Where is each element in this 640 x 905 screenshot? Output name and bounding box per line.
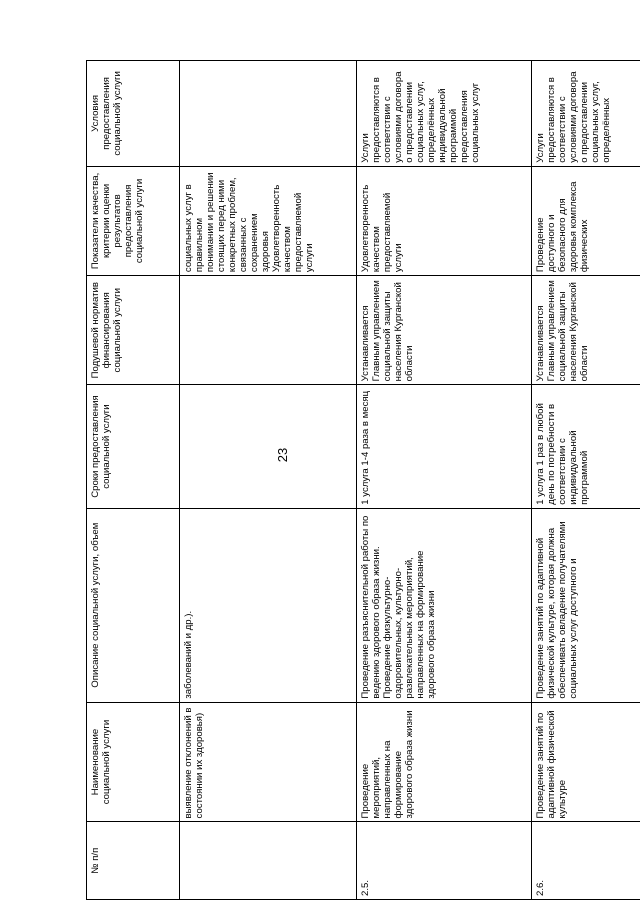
header-norm: Подушевой норматив финансирования социальной услуги [87,276,180,385]
header-terms: Сроки предоставления социальной услуги [87,385,180,508]
table-row [180,61,357,900]
header-quality: Показатели качества, критерии оценки результатов предоставления социальной услуги [87,166,180,275]
cell-num: 2.5. [357,822,532,900]
cell-num: 2.6. [532,822,640,900]
cell-norm: Устанавливается Главным управлением социальной защиты населения Курганской области [532,276,640,385]
cell-name: выявление отклонений в состоянии их здоровья) [180,702,357,822]
cell-terms: 1 услуга 1-4 раза в месяц [357,385,532,508]
cell-conditions [180,61,357,167]
header-num: № п/п [87,822,180,900]
header-name: Наименование социальной услуги [87,702,180,822]
social-services-table [86,60,640,900]
document-table-rotated [86,60,612,900]
cell-name: Проведение занятий по адаптивной физической культуре [532,702,640,822]
header-description: Описание социальной услуги, объем [87,508,180,702]
page-number: 23 [275,447,290,463]
table-header-row [87,61,180,900]
cell-norm: Устанавливается Главным управлением социальной защиты населения Курганской области [357,276,532,385]
cell-conditions: Услуги предоставляются в соответствии с условиями договора о предоставлении социальных услуг, определённых [532,61,640,167]
cell-terms [180,385,357,508]
cell-terms: 1 услуга 1 раз в любой день по потребности в соответствии с индивидуальной программой [532,385,640,508]
cell-description: Проведение занятий по адаптивной физической культуре, которая должна обеспечивать овладение получателями социальных услуг доступного и [532,508,640,702]
cell-norm [180,276,357,385]
cell-conditions: Услуги предоставляются в соответствии с условиями договора о предоставлении социальных услуг, определённых индивидуальной программой предоставления социальных услуг [357,61,532,167]
cell-quality: Проведение доступного и безопасного для здоровья комплекса физических [532,166,640,275]
cell-name: Проведение мероприятий, направленных на формирование здорового образа жизни [357,702,532,822]
cell-description: Проведение разъяснительной работы по ведению здорового образа жизни. Проведение физкультурно-оздоровительных, культурно-развлекательных мероприятий, направленных на формирование здорового образа жизни [357,508,532,702]
header-conditions: Условия предоставления социальной услуги [87,61,180,167]
cell-num [180,822,357,900]
cell-quality: социальных услуг в правильном понимании и решении стоящих перед ними конкретных проблем, связанных с сохранением здоровья Удовлетворенность качеством предоставляемой услуги [180,166,357,275]
table-row [532,61,640,900]
cell-quality: Удовлетворенность качеством предоставляемой услуги [357,166,532,275]
cell-description: заболеваний и др.). [180,508,357,702]
table-row [357,61,532,900]
